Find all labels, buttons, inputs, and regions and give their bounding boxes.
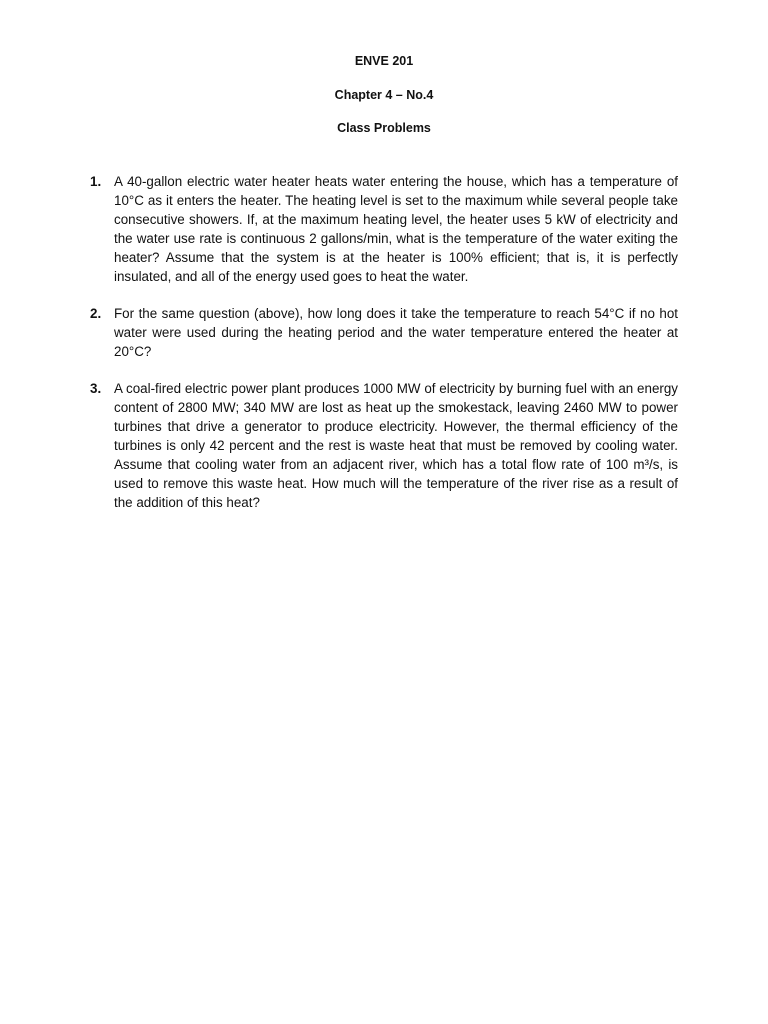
chapter-title: Chapter 4 – No.4 bbox=[334, 88, 434, 102]
course-code: ENVE 201 bbox=[354, 54, 414, 68]
problem-number: 2. bbox=[90, 306, 102, 321]
problem-item-2 bbox=[90, 304, 678, 361]
problem-number: 1. bbox=[90, 174, 102, 189]
problem-list bbox=[90, 172, 678, 530]
problem-text: A coal-fired electric power plant produces 1000 MW of electricity by burning fuel with an energy content of 2800 MW; 340 MW are lost as heat up the smokestack, leaving 2460 MW to power turbines that drive a generator to produce electricity. However, the thermal efficiency of the turbines is only 42 percent and the rest is waste heat that must be removed by cooling water. Assume that cooling water from an adjacent river, which has a total flow rate of 100 m³/s, is used to remove this waste heat. How much will the temperature of the river rise as a result of the addition of this heat? bbox=[114, 381, 678, 510]
problem-item-3 bbox=[90, 379, 678, 512]
section-title: Class Problems bbox=[337, 121, 431, 135]
problem-item-1 bbox=[90, 172, 678, 286]
problem-number: 3. bbox=[90, 381, 102, 396]
problem-text: For the same question (above), how long does it take the temperature to reach 54°C if no hot water were used during the heating period and the water temperature entered the heater at 20°C? bbox=[114, 306, 678, 359]
problem-text: A 40-gallon electric water heater heats water entering the house, which has a temperature of 10°C as it enters the heater. The heating level is set to the maximum while several people take consecutive showers. If, at the maximum heating level, the heater uses 5 kW of electricity and the water use rate is continuous 2 gallons/min, what is the temperature of the water exiting the heater? Assume that the system is at the heater is 100% efficient; that is, it is perfectly insulated, and all of the energy used goes to heat the water. bbox=[114, 174, 678, 284]
